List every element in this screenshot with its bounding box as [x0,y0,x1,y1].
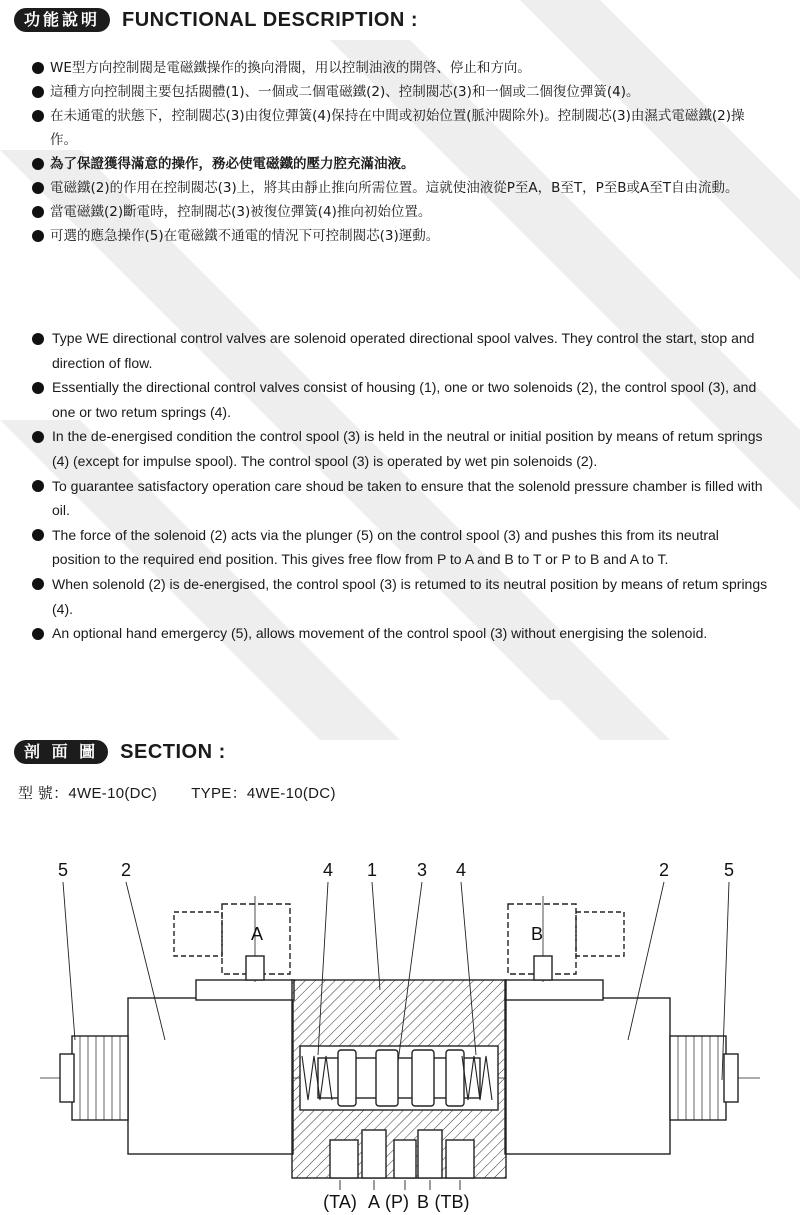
model-en: TYPE：4WE-10(DC) [191,785,336,802]
zh-list-item [30,176,770,200]
right-solenoid-neck [505,980,603,1000]
en-item-text: In the de-energised condition the control spool (3) is held in the neutral or initial position by means of retum springs (4) (except for impulse spool). The control spool (3) is operated by wet pin solenoids (2). [52,428,763,469]
part-label: 5 [723,860,735,880]
section-header [14,740,226,764]
functional-badge: 功能說明 [14,8,110,32]
bullet-icon [32,333,44,345]
section-title: SECTION : [120,740,226,763]
valve-section-diagram [0,850,800,1215]
zh-item-text: 電磁鐵(2)的作用在控制閥芯(3)上，將其由靜止推向所需位置。這就使油液從P至A，B至T，P至B或A至T自由流動。 [50,180,739,196]
port-label: B [416,1192,430,1212]
left-solenoid-neck [196,980,294,1000]
left-emergency-knob [72,1036,128,1120]
en-list-item [30,621,770,646]
port-label: (P) [385,1192,409,1212]
port-label: A [367,1192,381,1212]
en-list-item [30,572,770,621]
functional-description-header [14,8,418,32]
port-label: (TA) [323,1192,357,1212]
en-item-text: An optional hand emergercy (5), allows movement of the control spool (3) without energising the solenoid. [52,625,708,642]
bullet-icon [32,182,44,194]
zh-list-item [30,80,770,104]
en-list-item [30,375,770,424]
zh-list-item [30,56,770,80]
zh-list-item [30,104,770,152]
zh-item-text: 在未通電的狀態下，控制閥芯(3)由復位彈簧(4)保持在中間或初始位置(脈沖閥除外)。控制閥芯(3)由濕式電磁鐵(2)操作。 [50,108,745,148]
bullet-icon [32,230,44,242]
left-solenoid-body [128,998,293,1154]
zh-list-item [30,152,770,176]
en-list-item [30,424,770,473]
bullet-icon [32,62,44,74]
en-list-item [30,326,770,375]
english-description-list [30,326,770,646]
zh-list-item [30,224,770,248]
bullet-icon [32,628,44,640]
en-list-item [30,474,770,523]
part-label: 1 [366,860,378,880]
part-label: 3 [416,860,428,880]
zh-item-text: 為了保證獲得滿意的操作，務必使電磁鐵的壓力腔充滿油液。 [50,156,415,172]
part-label: 2 [120,860,132,880]
bullet-icon [32,529,44,541]
right-emergency-knob [670,1036,726,1120]
zh-item-text: 可選的應急操作(5)在電磁鐵不通電的情況下可控制閥芯(3)運動。 [50,228,440,244]
model-zh: 型 號：4WE-10(DC) [18,785,158,802]
model-line [18,782,336,803]
bullet-icon [32,431,44,443]
part-label: 4 [455,860,467,880]
en-list-item [30,523,770,572]
part-label: 2 [658,860,670,880]
solenoid-label: B [530,924,544,944]
en-item-text: Type WE directional control valves are solenoid operated directional spool valves. They control the start, stop and direction of flow. [52,330,755,371]
bullet-icon [32,206,44,218]
bullet-icon [32,158,44,170]
en-item-text: The force of the solenoid (2) acts via the plunger (5) on the control spool (3) and pushes this from its neutral position to the required end position. This gives free flow from P to A and B to T or P to B and A to T. [52,526,719,568]
bullet-icon [32,480,44,492]
part-label: 5 [57,860,69,880]
en-item-text: When solenold (2) is de-energised, the control spool (3) is retumed to its neutral position by means of retum springs (4). [52,575,768,617]
solenoid-label: A [250,924,264,944]
zh-item-text: 當電磁鐵(2)斷電時，控制閥芯(3)被復位彈簧(4)推向初始位置。 [50,204,432,220]
part-label: 4 [322,860,334,880]
zh-list-item [30,200,770,224]
bullet-icon [32,578,44,590]
en-item-text: Essentially the directional control valves consist of housing (1), one or two solenoids (2), the control spool (3), and one or two retum springs (4). [52,379,757,420]
bullet-icon [32,382,44,394]
zh-item-text: WE型方向控制閥是電磁鐵操作的換向滑閥，用以控制油液的開啓、停止和方向。 [50,60,531,76]
bullet-icon [32,86,44,98]
zh-item-text: 這種方向控制閥主要包括閥體(1)、一個或二個電磁鐵(2)、控制閥芯(3)和一個或二個復位彈簧(4)。 [50,84,640,100]
port-label: (TB) [434,1192,470,1212]
section-badge: 剖 面 圖 [14,740,108,764]
bullet-icon [32,110,44,122]
en-item-text: To guarantee satisfactory operation care shoud be taken to ensure that the solenold pressure chamber is filled with oil. [52,477,763,519]
chinese-description-list [30,56,770,248]
functional-title: FUNCTIONAL DESCRIPTION : [122,8,419,31]
right-solenoid-body [505,998,670,1154]
